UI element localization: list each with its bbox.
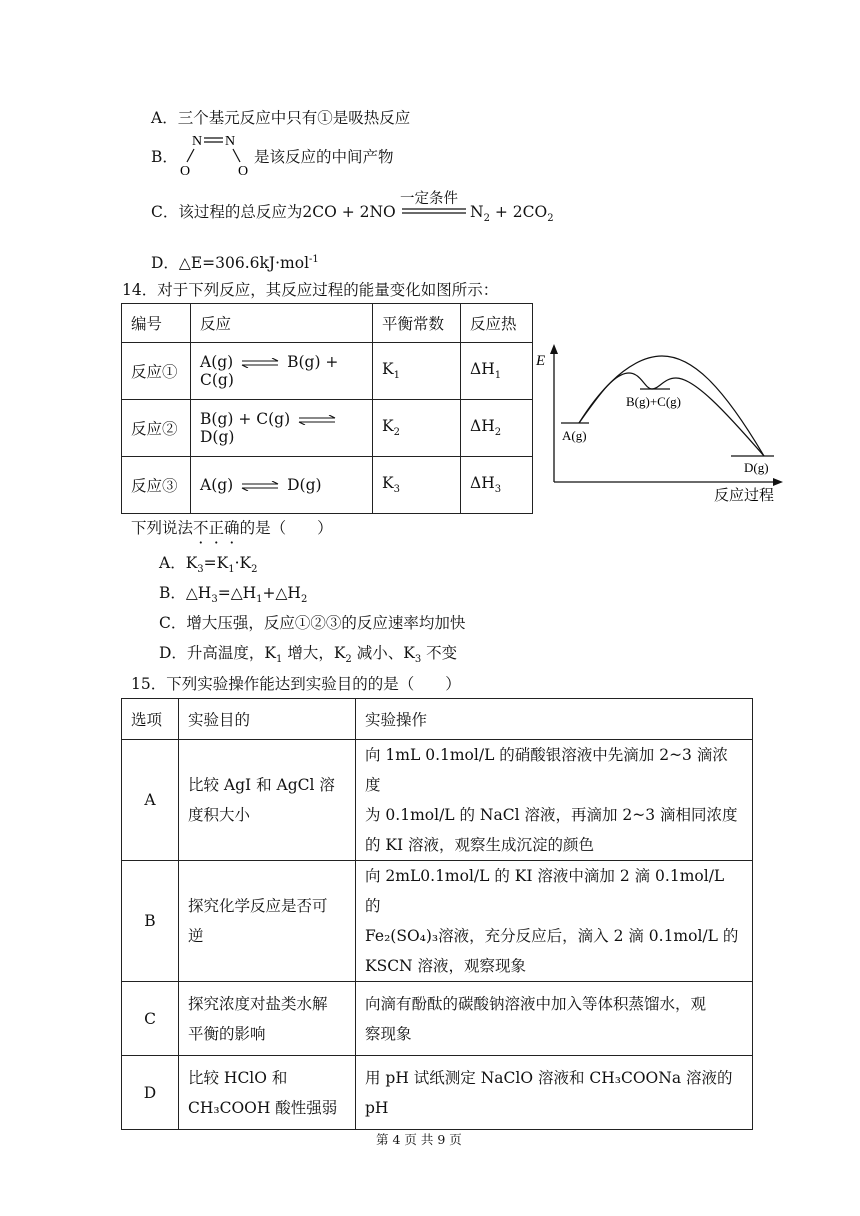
equilibrium-arrow-icon <box>241 358 279 368</box>
option-text: ·K <box>234 554 252 572</box>
q14-prompt <box>131 517 333 539</box>
h-subscript: 3 <box>494 484 502 496</box>
option-text: B．△H <box>159 584 212 602</box>
op-line: 向滴有酚酞的碳酸钠溶液中加入等体积蒸馏水，观 <box>365 994 707 1013</box>
option-letter: D <box>122 1056 179 1130</box>
y-axis-arrow-icon <box>550 344 558 354</box>
goal-line: 比较 AgI 和 AgCl 溶 <box>188 776 335 794</box>
table-header-row <box>122 699 753 740</box>
reaction-equation <box>191 343 373 400</box>
k-subscript: 1 <box>393 370 400 382</box>
goal-line: CH₃COOH 酸性强弱 <box>188 1098 338 1117</box>
q13-option-a: A．三个基元反应中只有①是吸热反应 <box>151 109 411 127</box>
table-header-row <box>122 304 533 343</box>
op-line: 察现象 <box>365 1024 412 1043</box>
q14-reaction-table <box>121 303 533 514</box>
product: D(g) <box>200 428 235 446</box>
q13-option-c-products: $N_2 + 2CO_2$ <box>470 203 554 225</box>
label-bc: B(g)+C(g) <box>626 394 681 409</box>
reaction-id: 反应② <box>122 400 191 457</box>
op-line: pH <box>365 1098 389 1117</box>
op-line: 用 pH 试纸测定 NaClO 溶液和 CH₃COONa 溶液的 <box>365 1068 733 1087</box>
emphasis-char: 确 <box>224 519 240 537</box>
experiment-operation <box>356 982 753 1056</box>
table-row <box>122 457 533 514</box>
table-header-cell: 实验操作 <box>356 699 753 740</box>
reaction-heat <box>461 457 533 514</box>
reaction-heat <box>461 400 533 457</box>
op-line: KSCN 溶液，观察现象 <box>365 957 527 975</box>
option-letter: C <box>122 982 179 1056</box>
reaction-id: 反应① <box>122 343 191 400</box>
op-line: 为 0.1mol/L 的 NaCl 溶液，再滴加 2~3 滴相同浓度 <box>365 806 738 824</box>
experiment-operation <box>356 1056 753 1130</box>
q13-option-c-text: C．该过程的总反应为2CO + 2NO <box>151 203 396 221</box>
n2o2-structure-icon <box>178 131 256 177</box>
reactant: A(g) <box>200 353 234 371</box>
q14-option-a: A．$K_3=K_1\cdot K_2$ <box>159 554 258 576</box>
table-header-cell: 选项 <box>122 699 179 740</box>
table-row <box>122 400 533 457</box>
q15-experiment-table <box>121 698 753 1130</box>
goal-line: 探究化学反应是否可 <box>188 897 328 915</box>
double-line-equals-icon <box>400 207 468 215</box>
q14-option-b: B．$\triangle H_3=\triangle H_1+\triangle H_2$ <box>159 584 308 606</box>
h-subscript: 1 <box>494 370 502 382</box>
goal-line: 平衡的影响 <box>188 1024 266 1043</box>
q13-option-d-text: D．△E=306.6kJ·mol <box>151 254 310 273</box>
q14-stem: 14．对于下列反应，其反应过程的能量变化如图所示： <box>122 281 499 299</box>
k-subscript: 2 <box>393 427 400 439</box>
reactant: B(g) + C(g) <box>200 410 291 428</box>
equilibrium-constant <box>373 457 461 514</box>
option-text: 减小、K <box>356 644 415 662</box>
page-footer: 第 4 页 共 9 页 <box>376 1132 462 1147</box>
x-axis-arrow-icon <box>773 478 783 486</box>
q13-option-b <box>151 146 178 168</box>
prompt-text: 下列说法 <box>131 519 194 537</box>
q15-stem: 15．下列实验操作能达到实验目的的是（ ） <box>131 675 461 693</box>
k-symbol: K <box>382 417 394 436</box>
reaction-equation <box>191 400 373 457</box>
option-text: =△H <box>217 584 257 602</box>
reaction-condition: 一定条件 <box>400 191 458 207</box>
q14-option-d: D．升高温度，$K_1$ 增大，$K_2$ 减小、$K_3$ 不变 <box>159 644 458 666</box>
label-a: A(g) <box>562 428 587 443</box>
table-header-cell: 平衡常数 <box>373 304 461 343</box>
op-line: 向 1mL 0.1mol/L 的硝酸银溶液中先滴加 2~3 滴浓度 <box>365 746 728 794</box>
q13-option-b-label: B． <box>151 148 178 166</box>
energy-diagram <box>534 340 794 506</box>
goal-line: 逆 <box>188 927 204 945</box>
label-d: D(g) <box>744 460 769 475</box>
k-subscript: 3 <box>393 484 400 496</box>
co2-text: + 2CO <box>489 203 548 221</box>
table-header-cell: 编号 <box>122 304 191 343</box>
h-symbol: ΔH <box>470 360 495 379</box>
k-symbol: K <box>382 474 394 493</box>
reaction-heat <box>461 343 533 400</box>
option-text: D．升高温度，K <box>159 644 277 662</box>
option-text: =K <box>203 554 229 572</box>
op-line: Fe₂(SO₄)₃溶液，充分反应后，滴入 2 滴 0.1mol/L 的 <box>365 927 739 945</box>
struct-n1: N <box>192 134 203 149</box>
q13-option-c <box>151 201 396 223</box>
struct-n2: N <box>225 134 236 149</box>
h-symbol: ΔH <box>470 474 495 493</box>
equilibrium-arrow-icon <box>298 415 336 425</box>
y-axis-label: E <box>536 353 546 369</box>
experiment-operation <box>356 740 753 861</box>
reaction-equation <box>191 457 373 514</box>
option-text: 不变 <box>426 644 458 662</box>
k-symbol: K <box>382 360 394 379</box>
emphasis-char: 不 <box>193 519 209 537</box>
prompt-text: 的是（ ） <box>239 519 333 537</box>
experiment-goal <box>179 982 356 1056</box>
table-row <box>122 343 533 400</box>
reactant: A(g) <box>200 476 234 494</box>
table-row <box>122 1056 753 1130</box>
product: D(g) <box>287 476 322 494</box>
x-axis-label: 反应过程 <box>714 486 775 504</box>
table-header-cell: 实验目的 <box>179 699 356 740</box>
h-subscript: 2 <box>494 427 502 439</box>
experiment-goal <box>179 1056 356 1130</box>
equilibrium-arrow-icon <box>241 481 279 491</box>
table-header-cell: 反应热 <box>461 304 533 343</box>
unit-exponent: -1 <box>309 254 319 265</box>
struct-o2: O <box>238 164 249 177</box>
goal-line: 度积大小 <box>188 806 251 824</box>
goal-line: 探究浓度对盐类水解 <box>188 994 328 1013</box>
op-line: 的 KI 溶液，观察生成沉淀的颜色 <box>365 836 595 854</box>
struct-o1: O <box>180 164 191 177</box>
product: B(g) + C(g) <box>200 353 339 389</box>
equilibrium-constant <box>373 400 461 457</box>
table-header-cell: 反应 <box>191 304 373 343</box>
option-text: +△H <box>262 584 301 602</box>
table-row <box>122 740 753 861</box>
two-step-curve <box>579 373 764 456</box>
experiment-goal <box>179 740 356 861</box>
option-letter: A <box>122 740 179 861</box>
goal-line: 比较 HClO 和 <box>188 1068 288 1087</box>
option-letter: B <box>122 861 179 982</box>
q13-option-b-text: 是该反应的中间产物 <box>254 148 394 166</box>
experiment-goal <box>179 861 356 982</box>
table-row <box>122 982 753 1056</box>
experiment-operation <box>356 861 753 982</box>
emphasis-char: 正 <box>208 519 225 537</box>
reaction-id: 反应③ <box>122 457 191 514</box>
equilibrium-constant <box>373 343 461 400</box>
option-text: A．K <box>159 554 198 572</box>
q14-option-c: C．增大压强，反应①②③的反应速率均加快 <box>159 614 466 632</box>
table-row <box>122 861 753 982</box>
n2-symbol: N <box>470 203 484 221</box>
q13-option-d <box>151 249 319 274</box>
op-line: 向 2mL0.1mol/L 的 KI 溶液中滴加 2 滴 0.1mol/L 的 <box>365 867 725 915</box>
option-text: 增大，K <box>287 644 346 662</box>
h-symbol: ΔH <box>470 417 495 436</box>
